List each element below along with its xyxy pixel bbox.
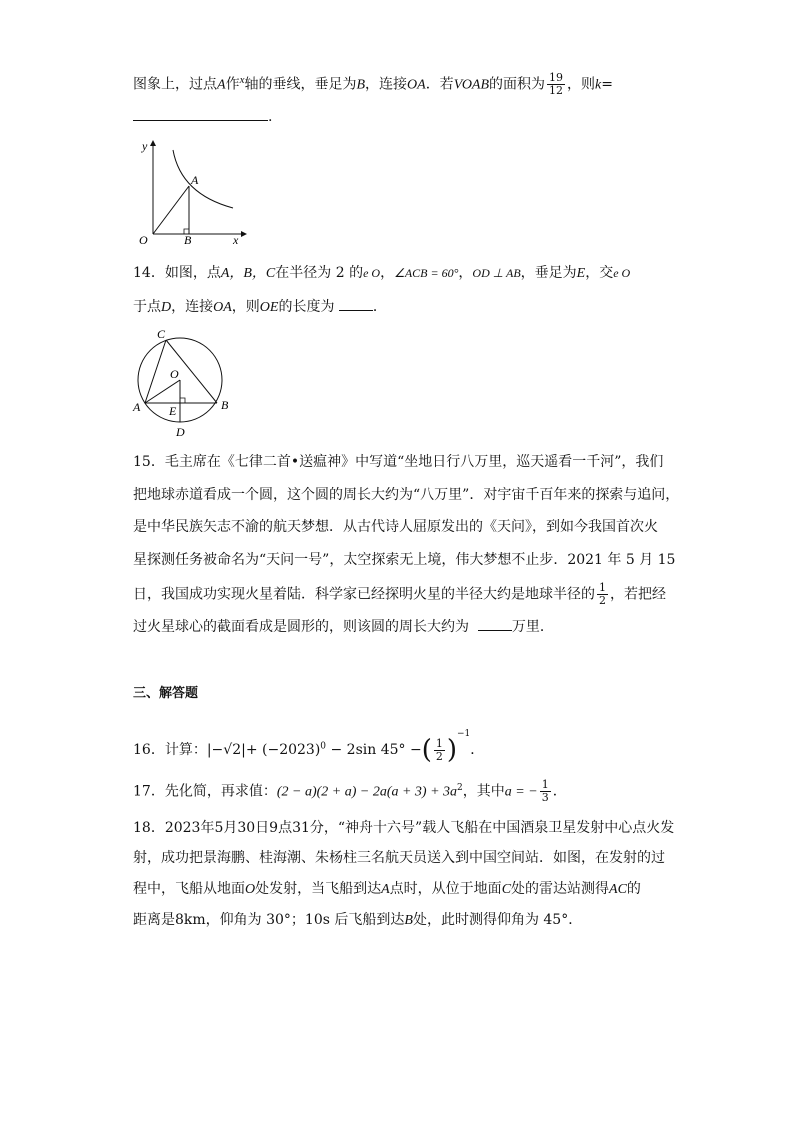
- q18-line1: [133, 818, 674, 838]
- q18-text-2: 射，成功把景海鹏、桂海潮、朱杨柱三名航天员送入到中国空间站．如图，在发射的过: [133, 850, 665, 866]
- q14-text-1b: 在半径为 2 的: [275, 265, 364, 281]
- q14-line1: [133, 263, 630, 284]
- q18-text-3a: 程中，飞船从地面: [133, 881, 245, 897]
- q14-text-2d: 的长度为: [278, 299, 335, 315]
- q16-frac-den: 2: [435, 749, 443, 763]
- q15-text-3: 是中华民族矢志不渝的航天梦想．从古代诗人屈原发出的《天问》，到如今我国首次火: [133, 519, 658, 535]
- q17-text-b: ，其中: [462, 783, 505, 800]
- q13-answer-blank[interactable]: [133, 120, 268, 121]
- q16-frac-num: 1: [435, 736, 443, 750]
- q15-line5: [133, 582, 666, 607]
- q14-point-e: E: [576, 266, 586, 281]
- q18-point-c: C: [501, 882, 512, 897]
- q14-label-b: B: [221, 398, 229, 412]
- q13-line1: [133, 70, 613, 97]
- q14-text-2c: ，则: [231, 299, 260, 315]
- q13-y-arrow: [150, 140, 156, 146]
- q18-point-b: B: [404, 913, 413, 928]
- q13-line-oa: [153, 186, 189, 234]
- q15-text-5b: ，若把经: [610, 586, 666, 603]
- q18-point-o: O: [245, 882, 256, 897]
- q14-answer-blank[interactable]: [339, 310, 373, 311]
- q16-power-base: + (−2023): [245, 742, 321, 758]
- q15-line2: [133, 485, 679, 505]
- q13-label-x: x: [233, 233, 239, 247]
- q17-text-c: ．: [552, 783, 567, 800]
- q15-line3: [133, 517, 658, 537]
- q14-label-a: A: [133, 400, 141, 414]
- q16-line: [133, 724, 484, 763]
- q18-point-a: A: [381, 882, 390, 897]
- q16-exp-0: 0: [320, 741, 327, 752]
- q16-text-d: ．: [470, 742, 485, 758]
- q18-segment-ac: AC: [609, 882, 627, 897]
- q14-text-2b: ，连接: [171, 299, 214, 315]
- q13-axis-x: x: [239, 74, 245, 86]
- q13-text-g: ，则: [567, 76, 596, 93]
- q13-text-h: =: [601, 76, 613, 93]
- q13-area-den: 12: [549, 84, 564, 98]
- q13-hyperbola: [173, 150, 233, 208]
- q16-paren-close: ): [446, 735, 458, 765]
- q17-fraction: [540, 779, 551, 804]
- q13-label-o: O: [139, 233, 148, 247]
- q16-sin-term: − 2sin 45° −: [326, 742, 422, 758]
- q17-frac-den: 3: [541, 791, 549, 805]
- q16-abs: |−√2|: [206, 742, 246, 758]
- q13-text-b: 作: [225, 76, 240, 93]
- q16-fraction: [434, 738, 445, 763]
- q14-text-1e: ，垂足为: [520, 265, 577, 281]
- q13-area-fraction: [547, 72, 565, 97]
- q16-text-a: 16．计算：: [133, 742, 207, 758]
- q14-point-d: D: [161, 300, 172, 315]
- q17-exp-2: 2: [457, 783, 463, 793]
- q18-text-4b: 处，此时测得仰角为 45°．: [412, 912, 583, 928]
- q16-paren-open: (: [421, 735, 432, 765]
- q15-line4: [133, 550, 675, 570]
- q15-half-den: 2: [599, 594, 606, 607]
- q13-label-a: A: [191, 173, 199, 187]
- q14-label-d: D: [176, 425, 185, 439]
- q17-line: [133, 778, 567, 804]
- q14-text-2e: ．: [372, 299, 387, 315]
- q13-text-a: 图象上，过点: [133, 76, 217, 93]
- q13-text-d: ，连接: [365, 76, 408, 93]
- q14-perp: OD ⊥ AB: [472, 266, 521, 280]
- q13-text-f: 的面积为: [489, 76, 546, 93]
- q14-circle-o: e O: [363, 266, 381, 280]
- q15-line1: [133, 452, 663, 472]
- q14-text-1f: ，交: [585, 265, 614, 281]
- q18-text-1: 18．2023年5月30日9点31分，“神舟十六号”载人飞船在中国酒泉卫星发射中心点火发: [133, 820, 675, 836]
- q18-text-3b: 处发射，当飞船到达: [255, 881, 382, 897]
- q14-label-e: E: [169, 404, 177, 418]
- q17-frac-num: 1: [541, 778, 549, 792]
- q15-text-5a: 日，我国成功实现火星着陆．科学家已经探明火星的半径大约是地球半径的: [133, 586, 595, 603]
- q16-exp-neg1: −1: [457, 729, 471, 739]
- q15-answer-blank[interactable]: [478, 630, 512, 631]
- q13-x-arrow: [241, 231, 247, 237]
- q15-text-6a: 过火星球心的截面看成是圆形的，则该圆的周长大约为: [133, 619, 469, 635]
- q13-label-b: B: [184, 233, 192, 247]
- q15-text-1: 15．毛主席在《七律二首•送瘟神》中写道“坐地日行八万里，巡天遥看一千河”，我们: [133, 454, 664, 470]
- q14-points: A，B，C: [220, 266, 276, 281]
- q15-text-4: 星探测任务被命名为“天问一号”，太空探索无上境，伟大梦想不止步．2021 年 5 月 15: [133, 552, 676, 568]
- q15-line6: [133, 617, 554, 637]
- q18-text-3e: 的: [626, 881, 641, 897]
- q14-text-1c: ，: [380, 265, 395, 281]
- q17-expression: (2 − a)(2 + a) − 2a(a + 3) + 3a: [276, 784, 458, 800]
- q13-area-num: 19: [549, 71, 564, 85]
- q14-segment-oe: OE: [259, 300, 279, 315]
- q18-line3: [133, 879, 641, 900]
- q18-text-3c: 点时，从位于地面: [389, 881, 502, 897]
- q13-point-a: A: [217, 77, 226, 93]
- q18-text-4a: 距离是8km，仰角为 30°；10s 后飞船到达: [133, 912, 405, 928]
- q13-triangle-label: VOAB: [453, 77, 490, 93]
- q13-text-e: ．若: [425, 76, 454, 93]
- q13-text-c: 轴的垂线，垂足为: [244, 76, 357, 93]
- q13-var-k: k: [595, 77, 602, 93]
- q18-text-3d: 处的雷达站测得: [511, 881, 610, 897]
- q14-label-c: C: [157, 327, 166, 341]
- q18-line4: [133, 910, 582, 931]
- q14-text-1d: ，: [458, 265, 473, 281]
- q15-text-2: 把地球赤道看成一个圆，这个圆的周长大约为“八万里”．对宇宙千百年来的探索与追问，: [133, 487, 680, 503]
- q14-angle: ∠ACB = 60°: [394, 266, 459, 280]
- q13-figure: [133, 138, 248, 248]
- q14-text-1: 14．如图，点: [133, 265, 221, 281]
- q15-half-num: 1: [599, 581, 606, 594]
- q15-text-6b: 万里．: [511, 619, 554, 635]
- q14-line2: [133, 297, 387, 318]
- q14-figure: [130, 325, 238, 440]
- q13-answer-line: [133, 107, 272, 127]
- q17-text-a: 17．先化简，再求值：: [133, 783, 277, 800]
- q13-end-dot: .: [268, 109, 273, 125]
- q14-segment-oa: OA: [213, 300, 232, 315]
- q14-line-ac: [145, 340, 166, 403]
- q13-label-y: y: [142, 139, 148, 153]
- q15-half-fraction: [597, 582, 608, 607]
- q14-right-angle: [180, 398, 185, 403]
- q14-text-2a: 于点: [133, 299, 161, 315]
- section-heading: 三、解答题: [133, 686, 199, 701]
- q14-line-oa: [145, 380, 180, 403]
- q17-var: a = −: [504, 784, 538, 800]
- q13-segment-oa: OA: [407, 77, 426, 93]
- q13-point-b: B: [356, 77, 366, 93]
- q14-label-o: O: [170, 367, 179, 381]
- q18-line2: [133, 848, 665, 868]
- q14-circle-o-2: e O: [613, 266, 631, 280]
